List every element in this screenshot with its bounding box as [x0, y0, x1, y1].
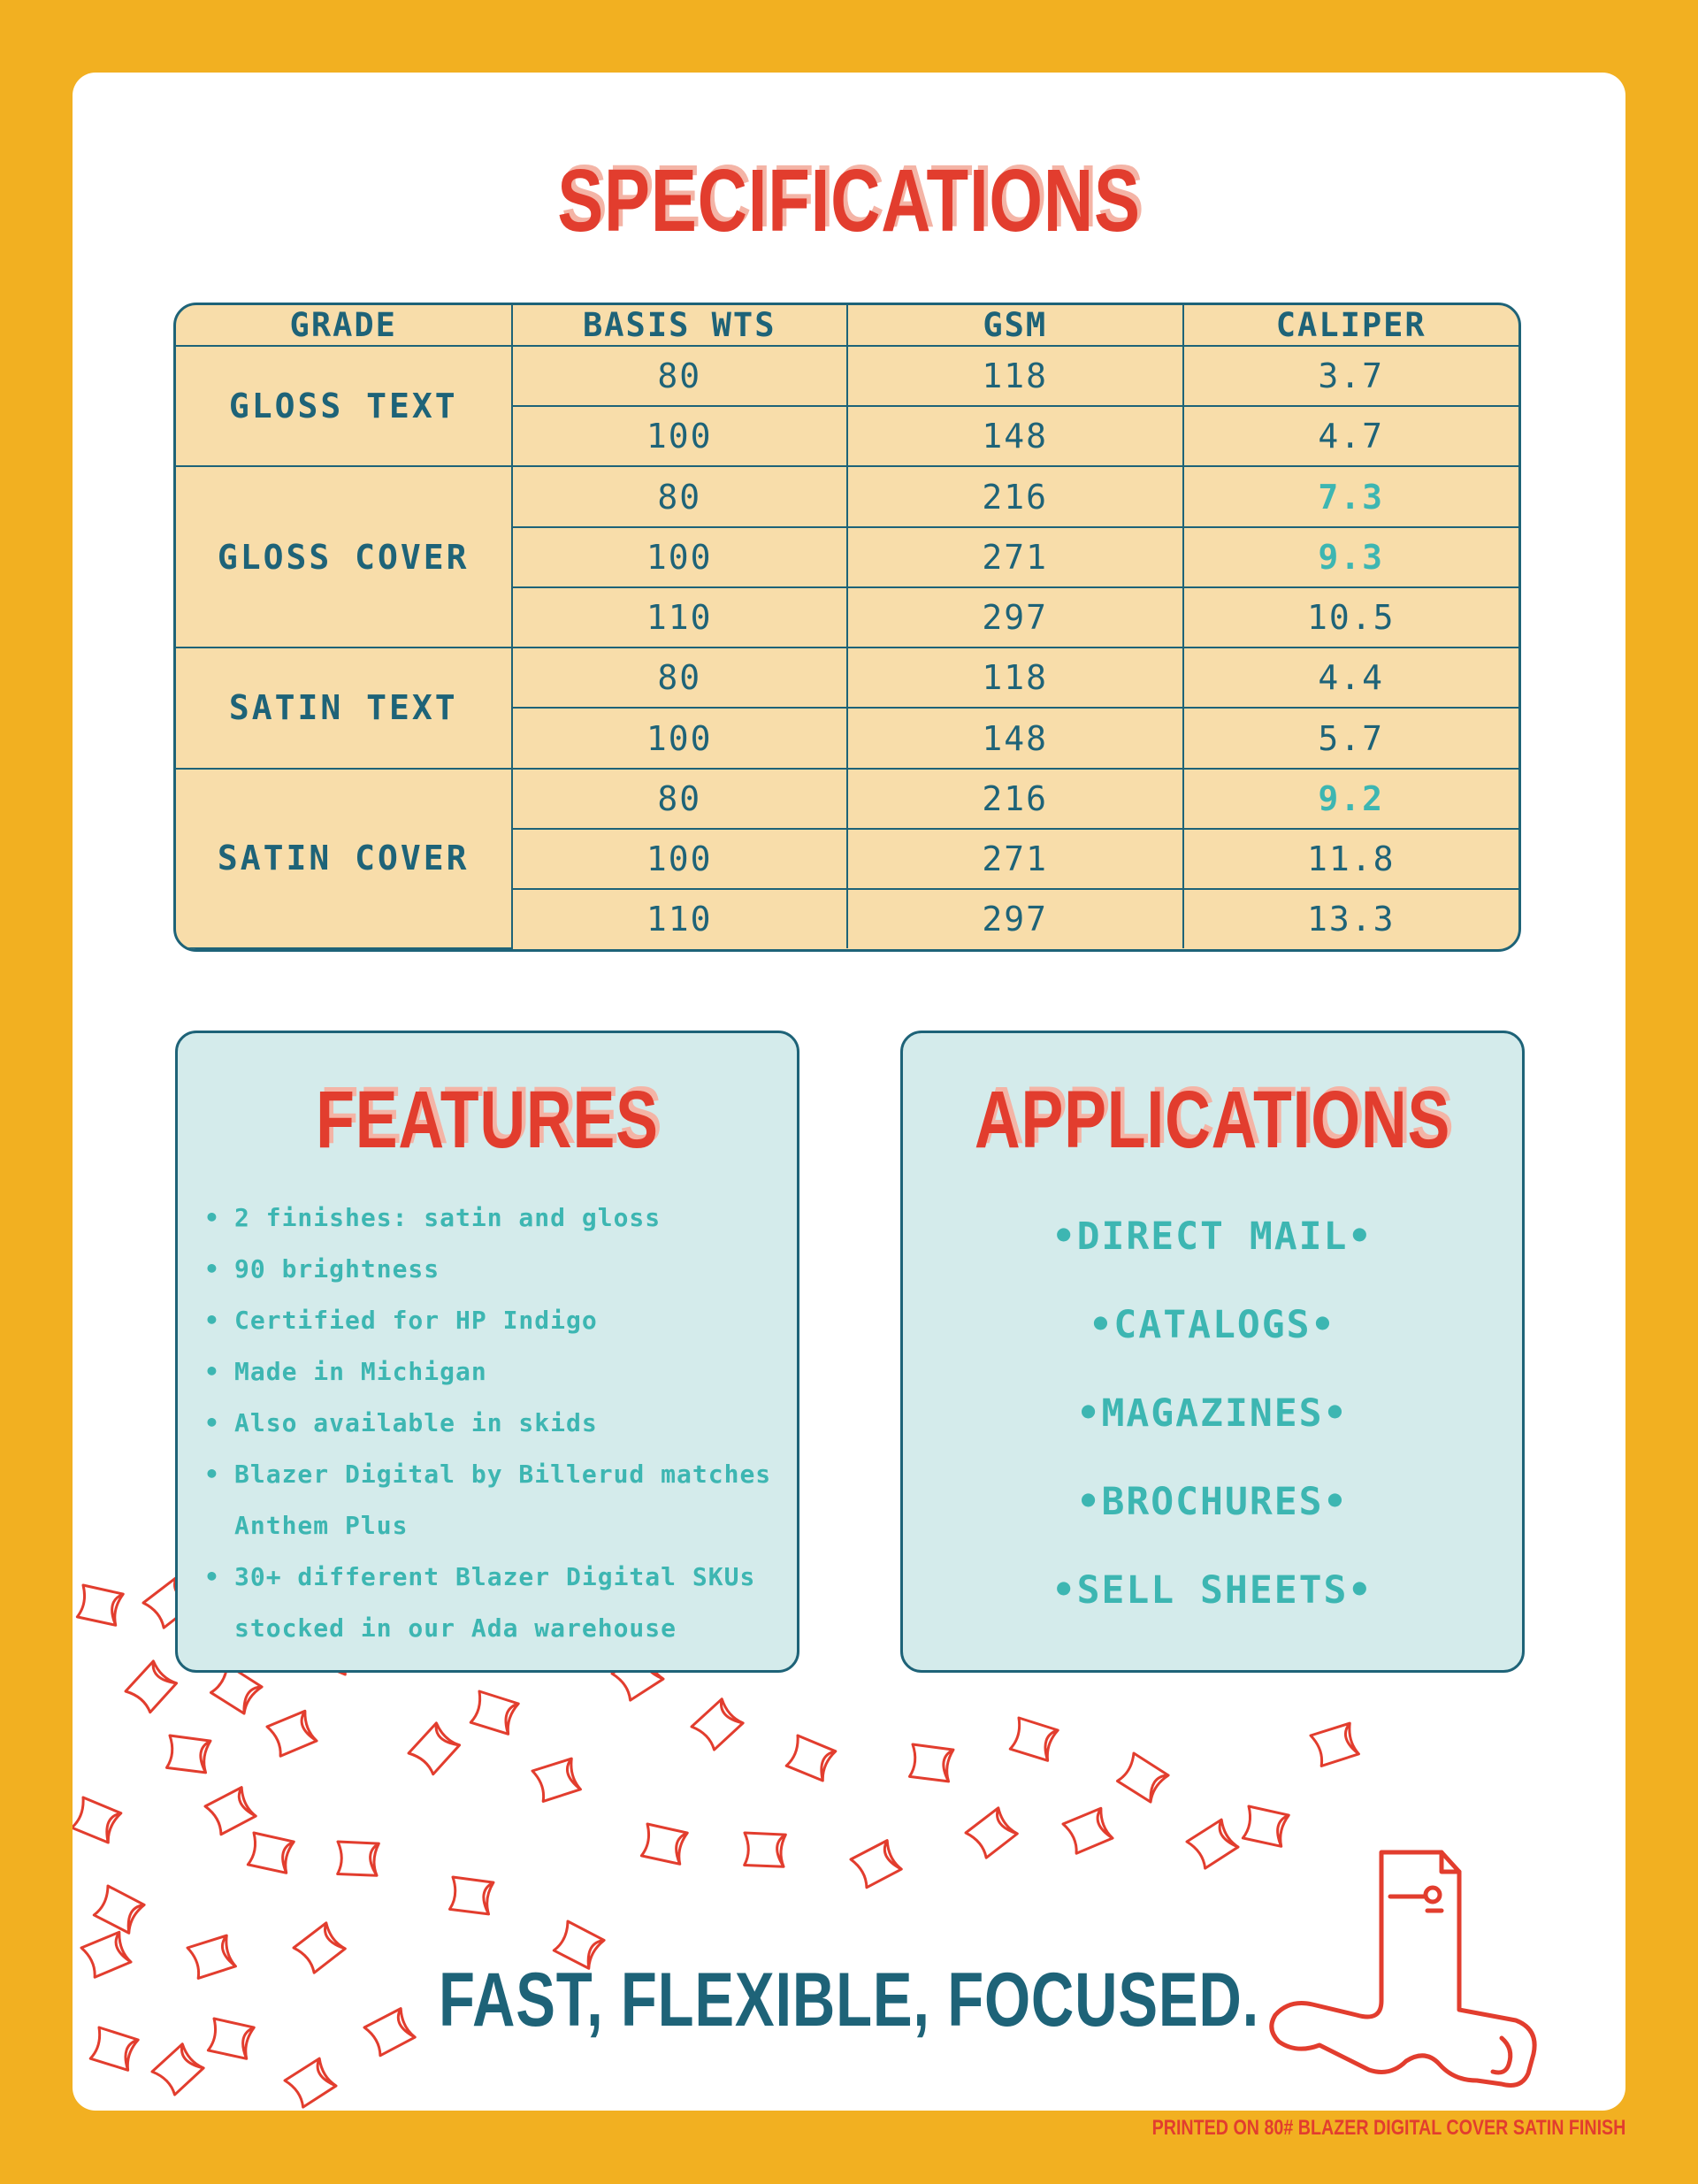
applications-box [900, 1031, 1525, 1673]
basis-cell: 100 [512, 708, 848, 768]
table-header-row [176, 305, 1518, 346]
feature-item: • Also available in skids [204, 1398, 788, 1449]
features-list [204, 1192, 788, 1654]
caliper-cell: 5.7 [1183, 708, 1519, 768]
feature-item: • 30+ different Blazer Digital SKUs stocked in our Ada warehouse [204, 1552, 788, 1654]
flying-paper-icon [86, 2023, 142, 2075]
basis-cell: 100 [512, 406, 848, 466]
header-gsm: GSM [847, 305, 1183, 346]
basis-cell: 80 [512, 346, 848, 406]
application-item: •MAGAZINES• [1076, 1391, 1349, 1436]
gsm-cell: 297 [847, 889, 1183, 948]
flying-paper-icon [122, 1659, 180, 1715]
basis-cell: 80 [512, 648, 848, 708]
flying-paper-icon [333, 1836, 383, 1881]
flying-paper-icon [405, 1720, 463, 1777]
specifications-table-body [176, 346, 1518, 948]
basis-cell: 100 [512, 527, 848, 587]
flying-paper-icon [637, 1819, 691, 1869]
flying-paper-icon [1184, 1818, 1240, 1870]
flying-paper-icon [243, 1828, 297, 1878]
gsm-cell: 148 [847, 406, 1183, 466]
basis-cell: 110 [512, 889, 848, 948]
basis-cell: 80 [512, 769, 848, 829]
caliper-cell: 13.3 [1183, 889, 1519, 948]
header-grade: GRADE [176, 305, 512, 346]
basis-cell: 100 [512, 829, 848, 889]
gsm-cell: 216 [847, 769, 1183, 829]
flying-paper-icon [689, 1697, 746, 1752]
gsm-cell: 148 [847, 708, 1183, 768]
feature-item: • Blazer Digital by Billerud matches Anthem Plus [204, 1449, 788, 1552]
features-box [175, 1031, 799, 1673]
table-row [176, 648, 1518, 708]
specifications-table [173, 303, 1521, 952]
caliper-cell: 4.7 [1183, 406, 1519, 466]
grade-cell: SATIN TEXT [176, 648, 512, 768]
table-row [176, 466, 1518, 526]
flying-paper-icon [80, 1931, 132, 1979]
applications-list [903, 1210, 1522, 1652]
flying-paper-icon [162, 1730, 214, 1778]
caliper-cell: 11.8 [1183, 829, 1519, 889]
printed-on-note: PRINTED ON 80# BLAZER DIGITAL COVER SATIN FINISH [1151, 2116, 1625, 2140]
feature-item: • Made in Michigan [204, 1346, 788, 1398]
flying-paper-icon [445, 1872, 497, 1920]
table-row [176, 346, 1518, 406]
applications-title: APPLICATIONS [974, 1075, 1451, 1165]
flying-paper-icon [532, 1758, 582, 1802]
gsm-cell: 297 [847, 587, 1183, 648]
flying-paper-icon [282, 2057, 338, 2109]
tagline: FAST, FLEXIBLE, FOCUSED. [438, 1958, 1260, 2042]
header-caliper: CALIPER [1183, 305, 1519, 346]
basis-cell: 110 [512, 587, 848, 648]
application-item: •SELL SHEETS• [1052, 1568, 1373, 1613]
flying-paper-icon [1113, 1749, 1171, 1805]
flying-paper-icon [1006, 1713, 1061, 1766]
grade-cell: SATIN COVER [176, 769, 512, 948]
grade-cell: GLOSS COVER [176, 466, 512, 648]
flying-paper-icon [739, 1828, 790, 1872]
flying-paper-icon [265, 1710, 317, 1758]
application-item: •BROCHURES• [1076, 1480, 1349, 1524]
caliper-cell: 9.2 [1183, 769, 1519, 829]
flying-paper-icon [1061, 1807, 1113, 1855]
grade-cell: GLOSS TEXT [176, 346, 512, 466]
gsm-cell: 118 [847, 648, 1183, 708]
flying-paper-icon [89, 1881, 147, 1937]
flying-paper-icon [1310, 1722, 1360, 1766]
application-item: •DIRECT MAIL• [1052, 1215, 1373, 1259]
flying-paper-icon [849, 1839, 903, 1889]
flying-paper-icon [73, 1793, 124, 1847]
basis-cell: 80 [512, 466, 848, 526]
features-title: FEATURES [316, 1075, 659, 1165]
gsm-cell: 271 [847, 527, 1183, 587]
flying-paper-icon [73, 1580, 126, 1630]
feature-item: • Certified for HP Indigo [204, 1295, 788, 1346]
flying-paper-icon [203, 1786, 257, 1836]
caliper-cell: 4.4 [1183, 648, 1519, 708]
caliper-cell: 10.5 [1183, 587, 1519, 648]
table-row [176, 769, 1518, 829]
caliper-cell: 7.3 [1183, 466, 1519, 526]
flying-paper-icon [782, 1731, 838, 1785]
application-item: •CATALOGS• [1089, 1303, 1336, 1347]
header-basis-wts: BASIS WTS [512, 305, 848, 346]
flying-paper-icon [466, 1687, 522, 1739]
feature-item: • 2 finishes: satin and gloss [204, 1192, 788, 1244]
feature-item: • 90 brightness [204, 1244, 788, 1295]
flying-paper-icon [905, 1739, 957, 1787]
specifications-title: SPECIFICATIONS [557, 151, 1141, 250]
page-card [73, 73, 1625, 2111]
caliper-cell: 3.7 [1183, 346, 1519, 406]
gsm-cell: 271 [847, 829, 1183, 889]
flying-paper-icon [187, 1935, 237, 1979]
gsm-cell: 118 [847, 346, 1183, 406]
paper-boot-mascot-icon [1258, 1833, 1558, 2098]
caliper-cell: 9.3 [1183, 527, 1519, 587]
gsm-cell: 216 [847, 466, 1183, 526]
flying-paper-icon [963, 1806, 1020, 1860]
flying-paper-icon [149, 2042, 207, 2097]
